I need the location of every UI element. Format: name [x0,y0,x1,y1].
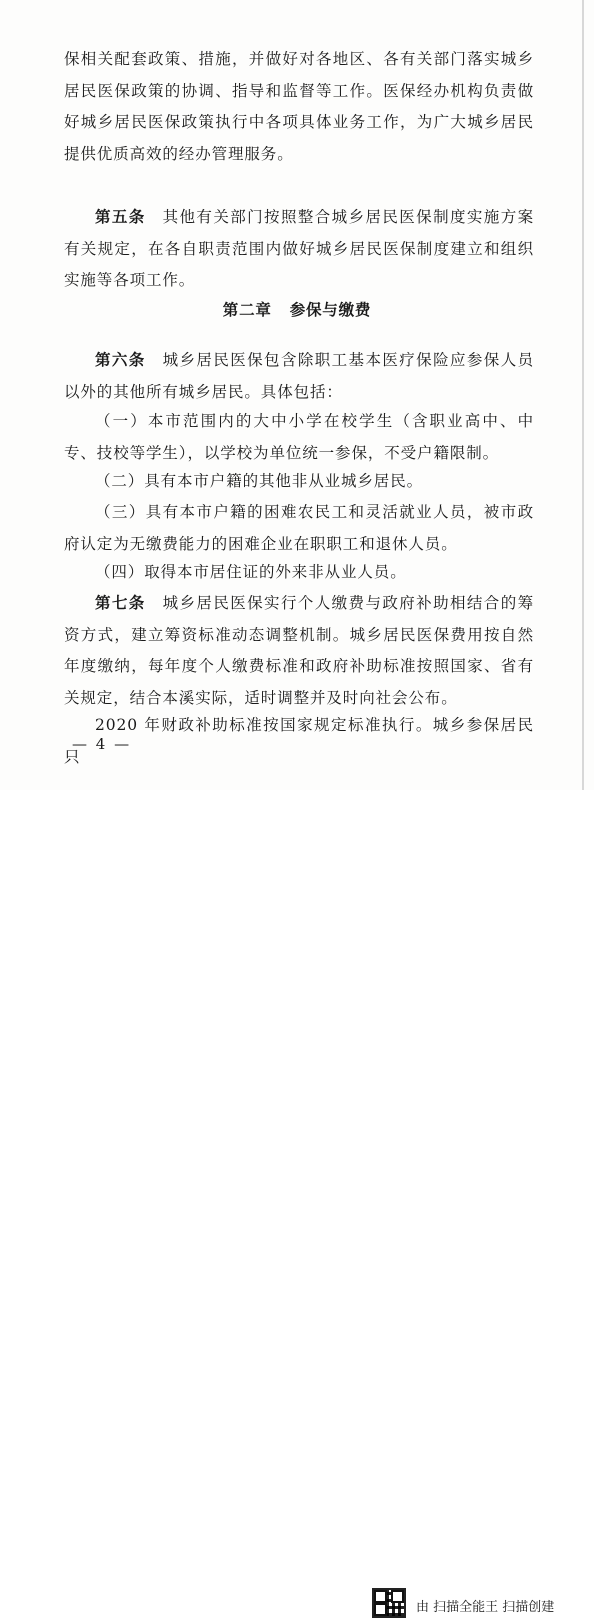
paragraph-subsidy-standard: 2020 年财政补助标准按国家规定标准执行。城乡参保居民只 [64,716,534,766]
article-5-text: 其他有关部门按照整合城乡居民医保制度实施方案有关规定，在各自职责范围内做好城乡居民医保制度建立和组织实施等各项工作。 [64,208,534,289]
article-6-label: 第六条 [95,351,146,369]
scanner-footer [0,790,594,1615]
chapter-number: 第二章 [222,301,272,319]
qr-code-icon [372,1588,406,1618]
paragraph-article-5 [64,202,534,297]
paragraph-item-3: （三）具有本市户籍的困难农民工和灵活就业人员，被市政府认定为无缴费能力的困难企业在职职工和退休人员。 [64,503,534,553]
chapter-title: 参保与缴费 [289,301,372,319]
chapter-2-heading [0,298,594,320]
paragraph-item-2: （二）具有本市户籍的其他非从业城乡居民。 [95,472,424,490]
scanner-watermark-text: 由 扫描全能王 扫描创建 [416,1600,555,1615]
paragraph-item-1: （一）本市范围内的大中小学在校学生（含职业高中、中专、技校等学生），以学校为单位统一参保，不受户籍限制。 [64,412,534,462]
scan-edge-shadow [582,0,584,790]
article-7-label: 第七条 [95,594,146,612]
paragraph-article-4-continuation: 保相关配套政策、措施，并做好对各地区、各有关部门落实城乡居民医保政策的协调、指导和监督等工作。医保经办机构负责做好城乡居民医保政策执行中各项具体业务工作，为广大城乡居民提供优质高效的经办管理服务。 [64,50,534,163]
page-number: — 4 — [72,735,132,753]
article-6-text: 城乡居民医保包含除职工基本医疗保险应参保人员以外的其他所有城乡居民。具体包括： [64,351,534,401]
article-5-label: 第五条 [95,208,146,226]
paragraph-article-6 [64,345,534,408]
paragraph-article-7 [64,588,534,714]
paragraph-item-4: （四）取得本市居住证的外来非从业人员。 [95,563,407,581]
article-7-text: 城乡居民医保实行个人缴费与政府补助相结合的筹资方式，建立筹资标准动态调整机制。城乡居民医保费用按自然年度缴纳，每年度个人缴费标准和政府补助标准按照国家、省有关规定，结合本溪实际，适时调整并及时向社会公布。 [64,594,534,707]
